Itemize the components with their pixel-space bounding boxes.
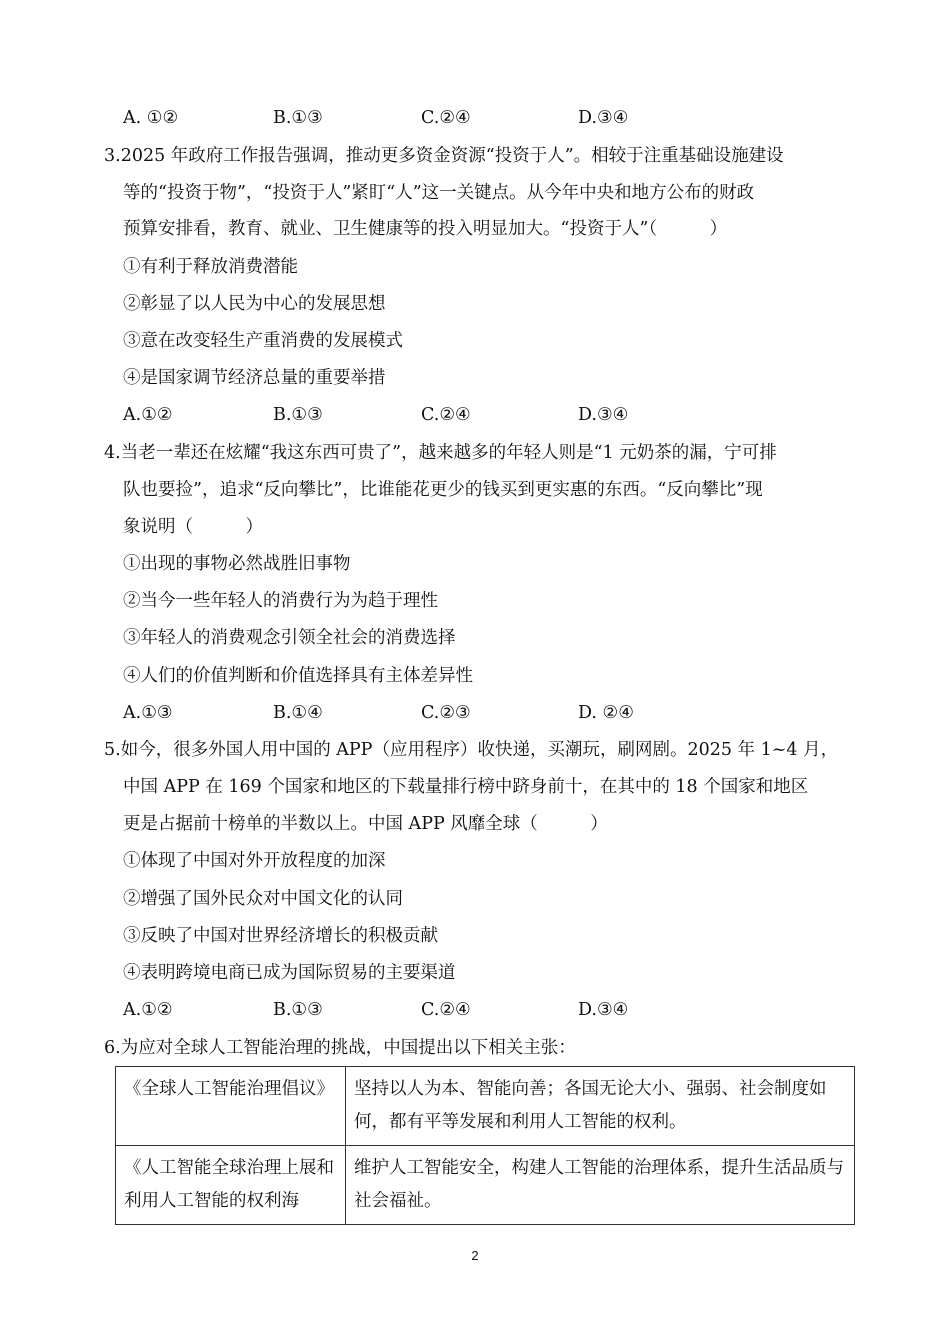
option-c[interactable]: C.②④	[421, 108, 471, 128]
q4-options	[123, 701, 723, 725]
q4-stem-line-1: 4.当老一辈还在炫耀“我这东西可贵了”，越来越多的年轻人则是“1 元奶茶的漏，宁可排	[104, 443, 777, 463]
table-cell: 坚持以人为本、智能向善；各国无论大小、强弱、社会制度如何，都有平等发展和利用人工智能的权利。	[346, 1067, 855, 1146]
ai-governance-table	[115, 1066, 855, 1225]
option-a[interactable]: A.①③	[123, 703, 173, 723]
option-d[interactable]: D.③④	[578, 1000, 629, 1020]
q2-options	[123, 106, 723, 130]
q3-item-1: ①有利于释放消费潜能	[123, 257, 298, 277]
q4-item-4: ④人们的价值判断和价值选择具有主体差异性	[123, 666, 473, 686]
table-row	[116, 1067, 855, 1146]
option-d[interactable]: D. ②④	[578, 703, 634, 723]
q5-stem-line-2: 中国 APP 在 169 个国家和地区的下载量排行榜中跻身前十，在其中的 18 个国家和地区	[123, 777, 809, 797]
table-cell: 维护人工智能安全，构建人工智能的治理体系，提升生活品质与社会福祉。	[346, 1146, 855, 1225]
q5-options	[123, 998, 723, 1022]
q5-item-2: ②增强了国外民众对中国文化的认同	[123, 889, 403, 909]
option-d[interactable]: D.③④	[578, 108, 629, 128]
option-c[interactable]: C.②③	[421, 703, 471, 723]
option-b[interactable]: B.①③	[273, 405, 323, 425]
option-b[interactable]: B.①④	[273, 703, 323, 723]
q4-stem-line-3: 象说明（ ）	[123, 517, 263, 537]
option-a[interactable]: A. ①②	[123, 108, 179, 128]
q4-item-3: ③年轻人的消费观念引领全社会的消费选择	[123, 628, 456, 648]
table-cell: 《全球人工智能治理倡议》	[116, 1067, 346, 1146]
option-b[interactable]: B.①③	[273, 108, 323, 128]
q3-item-4: ④是国家调节经济总量的重要举措	[123, 368, 386, 388]
q4-stem-line-2: 队也要捡”，追求“反向攀比”，比谁能花更少的钱买到更实惠的东西。“反向攀比”现	[123, 480, 763, 500]
q5-stem-line-1: 5.如今，很多外国人用中国的 APP（应用程序）收快递，买潮玩，刷网剧。2025 年 1~4 月，	[104, 740, 839, 760]
option-c[interactable]: C.②④	[421, 1000, 471, 1020]
q5-item-3: ③反映了中国对世界经济增长的积极贡献	[123, 926, 438, 946]
q5-item-4: ④表明跨境电商已成为国际贸易的主要渠道	[123, 963, 456, 983]
q3-stem-line-2: 等的“投资于物”，“投资于人”紧盯“人”这一关键点。从今年中央和地方公布的财政	[123, 183, 755, 203]
q3-options	[123, 403, 723, 427]
option-b[interactable]: B.①③	[273, 1000, 323, 1020]
option-c[interactable]: C.②④	[421, 405, 471, 425]
q3-stem-line-1: 3.2025 年政府工作报告强调，推动更多资金资源“投资于人”。相较于注重基础设施建设	[104, 146, 784, 166]
q4-item-1: ①出现的事物必然战胜旧事物	[123, 554, 351, 574]
q3-stem-line-3: 预算安排看，教育、就业、卫生健康等的投入明显加大。“投资于人”（ ）	[123, 219, 728, 239]
option-d[interactable]: D.③④	[578, 405, 629, 425]
q6-stem: 6.为应对全球人工智能治理的挑战，中国提出以下相关主张：	[104, 1038, 576, 1058]
q5-stem-line-3: 更是占据前十榜单的半数以上。中国 APP 风靡全球（ ）	[123, 814, 608, 834]
table-row	[116, 1146, 855, 1225]
page-number: 2	[471, 1248, 479, 1263]
table-cell: 《人工智能全球治理上展和利用人工智能的权利海	[116, 1146, 346, 1225]
option-a[interactable]: A.①②	[123, 405, 173, 425]
q3-item-2: ②彰显了以人民为中心的发展思想	[123, 294, 386, 314]
q5-item-1: ①体现了中国对外开放程度的加深	[123, 851, 386, 871]
q3-item-3: ③意在改变轻生产重消费的发展模式	[123, 331, 403, 351]
option-a[interactable]: A.①②	[123, 1000, 173, 1020]
q4-item-2: ②当今一些年轻人的消费行为为趋于理性	[123, 591, 438, 611]
